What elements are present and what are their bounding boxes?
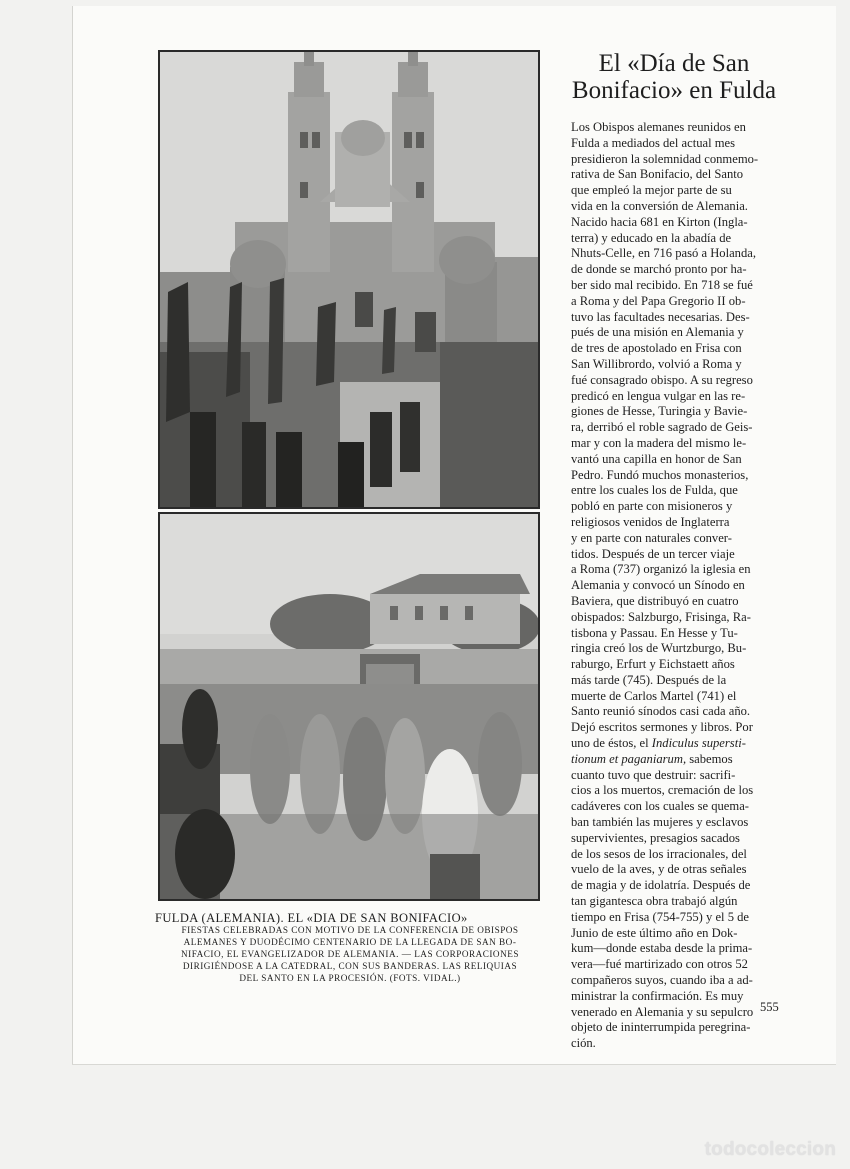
article-body-line: religiosos venidos de Inglaterra (571, 514, 730, 529)
article-body-line: Junio de este último año en Dok- (571, 925, 738, 940)
article-body-line: de donde se marchó pronto por ha- (571, 262, 747, 277)
article-body-line: Alemania y convocó un Sínodo en (571, 578, 745, 593)
article-body-line: presidieron la solemnidad conmemo- (571, 151, 759, 166)
article-body-line: vida en la conversión de Alemania. (571, 198, 748, 213)
article-body-line: Fulda a mediados del actual mes (571, 135, 736, 150)
article-body-line: Santo reunió sínodos casi cada año. (571, 704, 751, 719)
article-body-line: supervivientes, presagios sacados (571, 830, 740, 845)
caption-line: DEL SANTO EN LA PROCESIÓN. (FOTS. VIDAL.) (239, 973, 461, 983)
article-body-line: a Roma y del Papa Gregorio II ob- (571, 293, 746, 308)
article-body-line: objeto de ininterrumpida peregrina- (571, 1020, 751, 1035)
article-body-line: Baviera, que distribuyó en cuatro (571, 593, 739, 608)
cathedral-photo-image (160, 52, 538, 507)
article-body-line: cuanto tuvo que destruir: sacrifi- (571, 767, 736, 782)
article-body-line: entre los cuales los de Fulda, que (571, 483, 738, 498)
article-body-line: vantó una capilla en honor de San (571, 451, 742, 466)
article-body-line: más tarde (745). Después de la (571, 672, 727, 687)
article-body-line: cios a los muertos, cremación de los (571, 783, 754, 798)
relics-procession-photo (158, 512, 540, 901)
article-body-line: terra) y educado en la abadía de (571, 230, 732, 245)
article-body-line: rativa de San Bonifacio, del Santo (571, 167, 744, 182)
article-body-line: tidos. Después de un tercer viaje (571, 546, 735, 561)
article-body-line: tisbona y Passau. En Hesse y Tu- (571, 625, 738, 640)
article-body-line: pobló en parte con misioneros y (571, 499, 733, 514)
article-body-line: tionum et paganiarum, sabemos (571, 751, 733, 766)
caption-line: ALEMANES Y DUODÉCIMO CENTENARIO DE LA LLEGADA DE SAN BO- (183, 937, 517, 947)
article-body-line: de tres de apostolado en Frisa con (571, 341, 742, 356)
caption-title: FULDA (ALEMANIA). EL «DIA DE SAN BONIFACIO» (155, 911, 468, 925)
article-body-line: y en parte con naturales conver- (571, 530, 732, 545)
article-body-line: que empleó la mejor parte de su (571, 183, 732, 198)
procession-photo-image (160, 514, 538, 899)
article-body-line: vuelo de la aves, y de otras señales (571, 862, 747, 877)
article-body-line: ber sido mal recibido. En 718 se fué (571, 277, 753, 292)
article-body-line: cadáveres con los cuales se quema- (571, 799, 749, 814)
article-body-line: Nacido hacia 681 en Kirton (Ingla- (571, 214, 748, 229)
article-body (571, 120, 784, 1052)
article-body-line: mar y con la madera del mismo le- (571, 435, 747, 450)
article-body-line: ción. (571, 1036, 596, 1051)
article-body-line: de los sesos de los irracionales, del (571, 846, 747, 861)
article-body-line: Pedro. Fundó muchos monasterios, (571, 467, 749, 482)
caption-line: DIRIGIÉNDOSE A LA CATEDRAL, CON SUS BANDERAS. LAS RELIQUIAS (182, 961, 518, 971)
article-body-line: uno de éstos, el Indiculus supersti- (571, 736, 746, 751)
article-body-line: obispados: Salzburgo, Frisinga, Ra- (571, 609, 751, 624)
article-body-line: a Roma (737) organizó la iglesia en (571, 562, 751, 577)
article-body-line: ban también las mujeres y esclavos (571, 815, 749, 830)
article-body-line: giones de Hesse, Turingia y Bavie- (571, 404, 748, 419)
article-body-line: venerado en Alemania y su sepulcro (571, 1004, 754, 1019)
article-body-line: pués de una misión en Alemania y (571, 325, 744, 340)
page-number: 555 (760, 1000, 779, 1014)
latin-title: Indiculus supersti- (651, 736, 746, 751)
article-body-line: predicó en lengua vulgar en las re- (571, 388, 746, 403)
article-body-line: tiempo en Frisa (754-755) y el 5 de (571, 909, 750, 924)
article-body-line: raburgo, Erfurt y Eichstaett años (571, 657, 735, 672)
article-body-line: tan gigantesca obra trabajó algún (571, 894, 738, 909)
article-body-line: Dejó escritos sermones y libros. Por (571, 720, 753, 735)
article-body-line: ra, derribó el roble sagrado de Geis- (571, 420, 753, 435)
article-body-line: Los Obispos alemanes reunidos en (571, 120, 746, 134)
cathedral-procession-photo (158, 50, 540, 509)
article-body-line: fué consagrado obispo. A su regreso (571, 372, 753, 387)
article-body-line: de magia y de idolatría. Después de (571, 878, 751, 893)
caption-line: FIESTAS CELEBRADAS CON MOTIVO DE LA CONFERENCIA DE OBISPOS (181, 925, 519, 935)
caption-line: NIFACIO, EL EVANGELIZADOR DE ALEMANIA. — LAS CORPORACIONES (181, 949, 519, 959)
article-body-line: muerte de Carlos Martel (741) el (571, 688, 737, 703)
article-body-line: vera—fué martirizado con otros 52 (571, 957, 748, 972)
latin-title: tionum et paganiarum, (571, 751, 687, 766)
article-body-line: kum—donde estaba desde la prima- (571, 941, 753, 956)
article-title (562, 50, 786, 104)
article-body-line: compañeros suyos, cuando iba a ad- (571, 973, 753, 988)
article-title-line: El «Día de San (598, 50, 750, 77)
watermark-logo: todocoleccion (704, 1139, 836, 1160)
article-body-line: San Willibrordo, volvió a Roma y (571, 356, 742, 371)
article-body-line: Nhuts-Celle, en 716 pasó a Holanda, (571, 246, 757, 261)
article-body-line: tuvo las facultades necesarias. Des- (571, 309, 750, 324)
article-title-line: Bonifacio» en Fulda (571, 77, 777, 104)
article-body-line: ministrar la confirmación. Es muy (571, 988, 744, 1003)
article-body-line: ringia creó los de Wurtzburgo, Bu- (571, 641, 747, 656)
photo-caption (155, 912, 545, 984)
